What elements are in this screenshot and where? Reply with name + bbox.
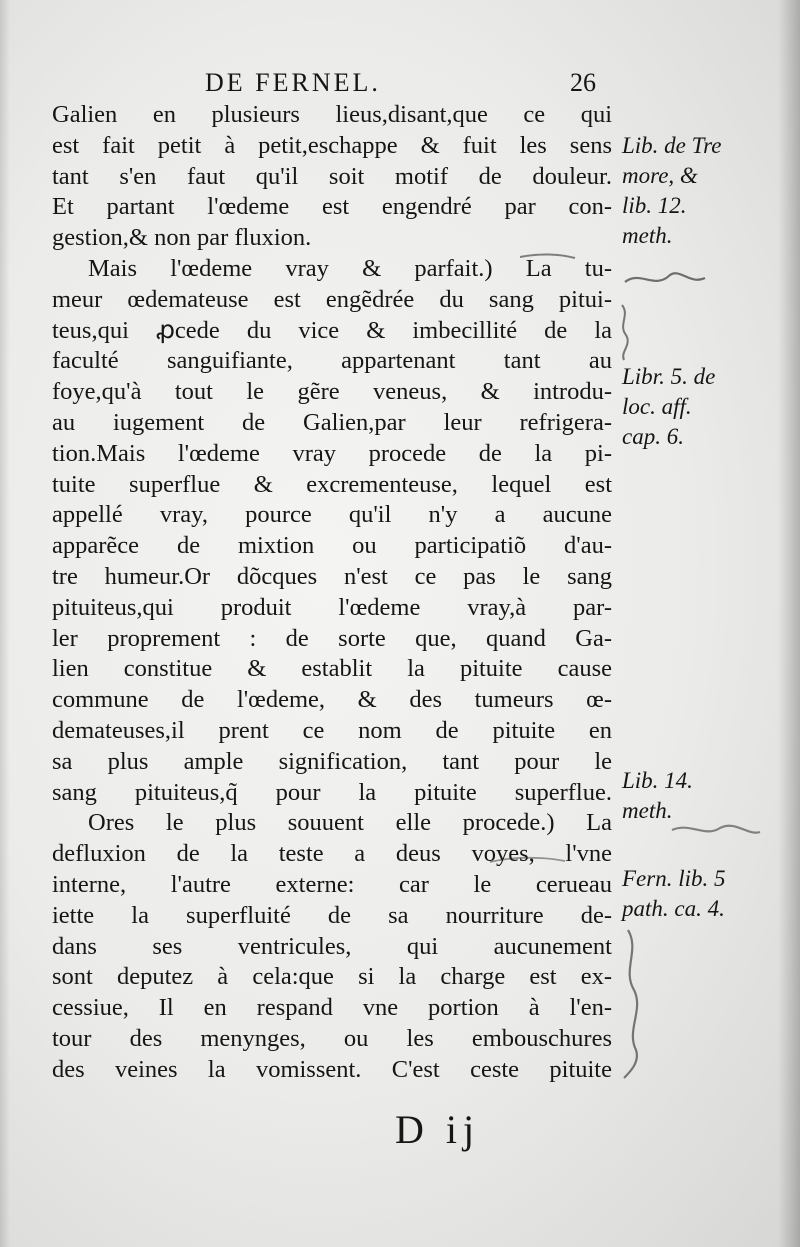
margin-note-line: Fern. lib. 5 [622, 866, 726, 891]
margin-note-line: Lib. 14. [622, 768, 693, 793]
text-line: Mais l'œdeme vray & parfait.) La tu- [88, 254, 612, 282]
margin-note-line: cap. 6. [622, 424, 684, 449]
text-line: tre humeur.Or dõcques n'est ce pas le sang [52, 562, 612, 590]
text-line: cessiue, Il en respand vne portion à l'en- [52, 994, 612, 1022]
text-line: Et partant l'œdeme est engendré par con- [52, 193, 612, 221]
gutter-shadow [0, 0, 10, 1247]
text-line: sa plus ample signification, tant pour le [52, 747, 612, 775]
margin-note-line: meth. [622, 798, 673, 823]
text-line: sont deputez à cela:que si la charge est ex- [52, 963, 612, 991]
text-line: appellé vray, pource qu'il n'y a aucune [52, 501, 612, 529]
text-line: foye,qu'à tout le gẽre veneus, & introdu- [52, 378, 612, 406]
text-line: interne, l'autre externe: car le cerueau [52, 870, 612, 898]
margin-note-3 [622, 766, 693, 826]
margin-note-line: Lib. de Tre [622, 133, 722, 158]
margin-note-line: Libr. 5. de [622, 364, 716, 389]
text-line: gestion,& non par fluxion. [52, 224, 312, 252]
main-text-block [52, 100, 612, 1086]
text-line: apparẽce de mixtion ou participatiõ d'au- [52, 532, 612, 560]
page-number: 26 [570, 68, 596, 97]
margin-note-line: lib. 12. [622, 193, 687, 218]
text-line: meur œdemateuse est engẽdrée du sang pitui- [52, 285, 612, 313]
text-line: commune de l'œdeme, & des tumeurs œ- [52, 686, 612, 714]
text-line: Galien en plusieurs lieus,disant,que ce qui [52, 101, 612, 128]
text-line: faculté sanguifiante, appartenant tant au [52, 347, 612, 375]
page-edge-shadow [778, 0, 800, 1247]
text-line: iette la superfluité de sa nourriture de- [52, 901, 612, 929]
text-line: lien constitue & establit la pituite cause [52, 655, 612, 683]
text-line: dans ses ventricules, qui aucunement [52, 932, 612, 960]
text-line: defluxion de la teste a deus voyes, l'vne [52, 840, 612, 868]
text-line: tion.Mais l'œdeme vray procede de la pi- [52, 439, 612, 467]
text-line: tuite superflue & excrementeuse, lequel est [52, 470, 612, 498]
text-line: tant s'en faut qu'il soit motif de douleur. [52, 162, 612, 190]
text-line: tour des menynges, ou les embouschures [52, 1024, 612, 1052]
text-line: ler proprement : de sorte que, quand Ga- [52, 624, 612, 652]
text-line: des veines la vomissent. C'est ceste pituite [52, 1055, 612, 1083]
margin-note-line: loc. aff. [622, 394, 692, 419]
text-line: pituiteus,qui produit l'œdeme vray,à par- [52, 593, 612, 621]
margin-note-1 [622, 131, 721, 251]
text-line: au iugement de Galien,par leur refrigera- [52, 408, 612, 436]
text-line: demateuses,il prent ce nom de pituite en [52, 716, 612, 744]
text-line: est fait petit à petit,eschappe & fuit les sens [52, 131, 612, 159]
text-line: sang pituiteus,q̃ pour la pituite superflue. [52, 778, 612, 806]
margin-note-line: path. ca. 4. [622, 896, 725, 921]
margin-note-4 [622, 864, 726, 924]
margin-note-line: more, & [622, 163, 698, 188]
margin-note-line: meth. [622, 223, 673, 248]
text-line: Ores le plus souuent elle procede.) La [88, 809, 612, 837]
margin-note-2 [622, 362, 715, 452]
running-title: DE FERNEL. [205, 68, 381, 97]
signature-mark: D ij [395, 1107, 481, 1152]
text-line: teus,qui ꝓcede du vice & imbecillité de la [52, 316, 612, 344]
